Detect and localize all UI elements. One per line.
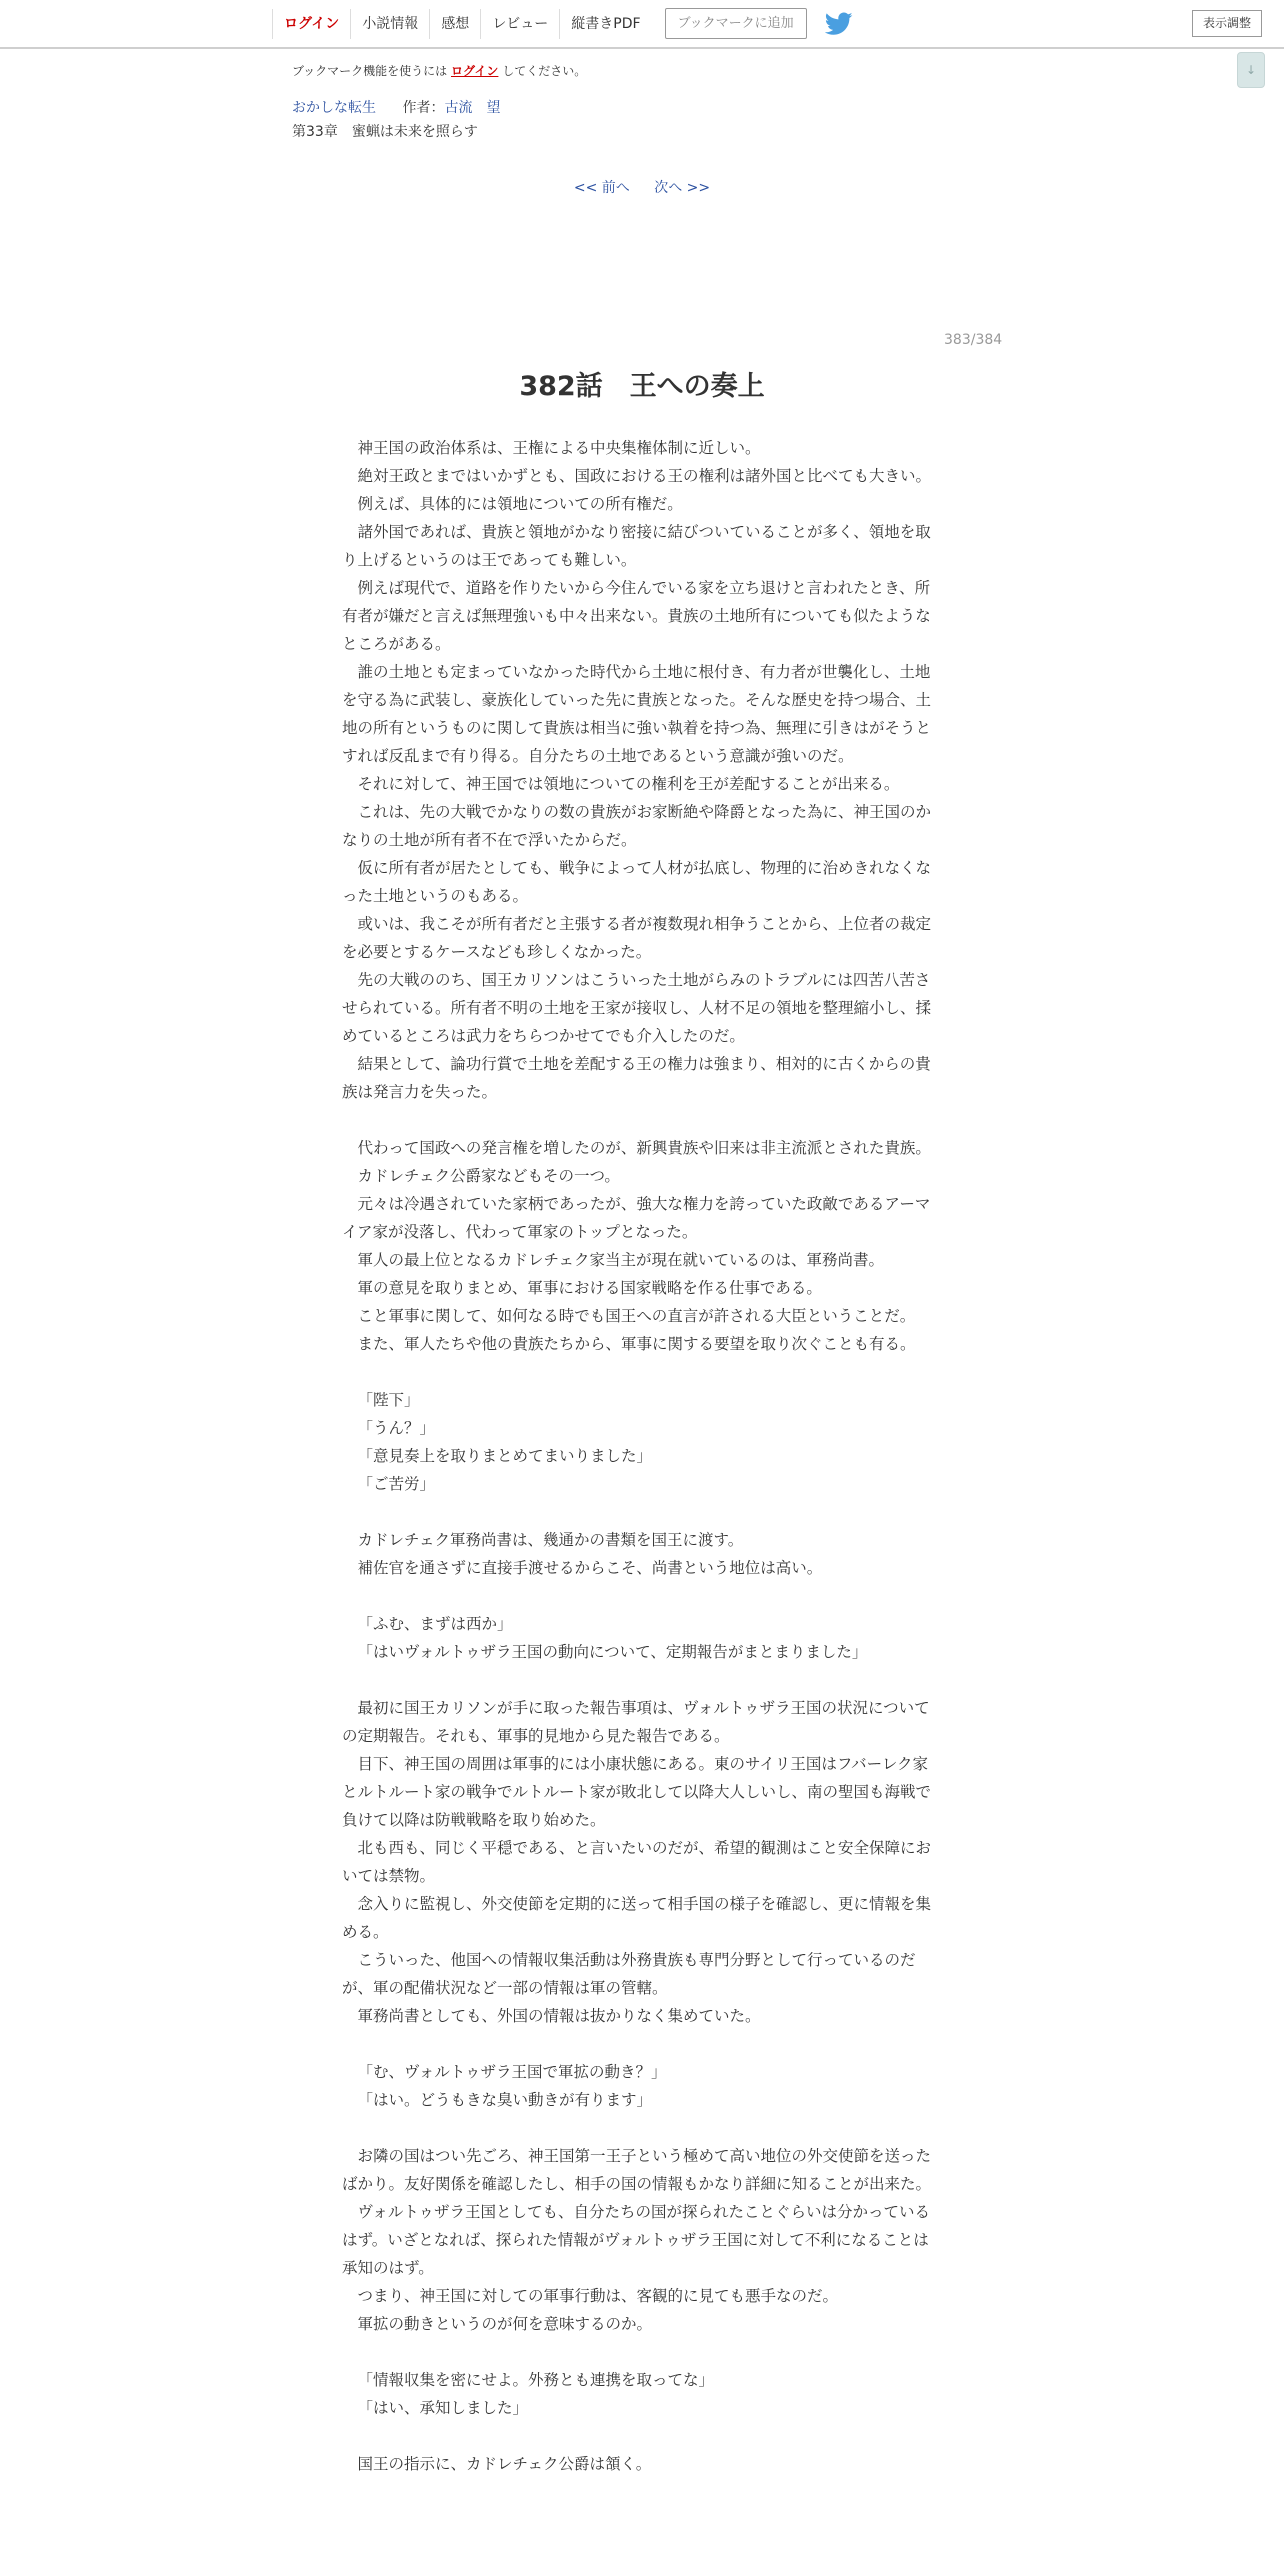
blank-line [342,2422,942,2450]
add-bookmark-button[interactable]: ブックマークに追加 [665,8,807,39]
novel-paragraph: 「む、ヴォルトゥザラ王国で軍拡の動き？」 [357,2063,667,2081]
novel-paragraph: 先の大戦ののち、国王カリソンはこういった土地がらみのトラブルには四苦八苦させられている。所有者不明の土地を王家が接収し、人材不足の領地を整理縮小し、揉めているところは武力をちらつかせてでも介入したのだ。 [342,971,932,1045]
blank-line [342,2114,942,2142]
novel-paragraph: 結果として、論功行賞で土地を差配する王の権力は強まり、相対的に古くからの貴族は発言力を失った。 [342,1055,931,1101]
novel-paragraph: 念入りに監視し、外交使節を定期的に送って相手国の様子を確認し、更に情報を集める。 [342,1895,932,1941]
scroll-down-button[interactable]: ↓ [1237,52,1265,88]
novel-paragraph: 軍の意見を取りまとめ、軍事における国家戦略を作る仕事である。 [357,1279,822,1297]
nav-vertical-pdf[interactable]: 縦書きPDF [559,9,651,39]
novel-paragraph: 最初に国王カリソンが手に取った報告事項は、ヴォルトゥザラ王国の状況についての定期報告。それも、軍事的見地から見た報告である。 [342,1699,930,1745]
novel-paragraph: 「意見奏上を取りまとめてまいりました」 [357,1447,653,1465]
prev-link[interactable]: << 前へ [573,180,630,196]
novel-paragraph: 目下、神王国の周囲は軍事的には小康状態にある。東のサイリ王国はフバーレク家とルトルート家の戦争でルトルート家が敗北して以降大人しいし、南の聖国も海戦で負けて以降は防戦戦略を取り始めた。 [342,1755,932,1829]
blank-line [342,1498,942,1526]
blank-line [342,1582,942,1610]
display-settings-button[interactable]: 表示調整 [1192,10,1262,37]
novel-paragraph: 例えば現代で、道路を作りたいから今住んでいる家を立ち退けと言われたとき、所有者が嫌だと言えば無理強いも中々出来ない。貴族の土地所有についても似たようなところがある。 [342,579,931,653]
chapter-title: 第33章 蜜蝋は未来を照らす [292,124,478,140]
novel-paragraph: 軍務尚書としても、外国の情報は抜かりなく集めていた。 [357,2007,761,2025]
novel-paragraph: 「はいヴォルトゥザラ王国の動向について、定期報告がまとまりました」 [357,1643,868,1661]
nav-review[interactable]: レビュー [480,9,559,39]
blank-line [342,1358,942,1386]
novel-paragraph: つまり、神王国に対しての軍事行動は、客観的に見ても悪手なのだ。 [357,2287,839,2305]
bookmark-notice [292,62,586,79]
novel-paragraph: 軍人の最上位となるカドレチェク家当主が現在就いているのは、軍務尚書。 [357,1251,885,1269]
novel-paragraph: それに対して、神王国では領地についての権利を王が差配することが出来る。 [357,775,900,793]
nav-bar [272,0,853,47]
novel-paragraph: 代わって国政への発言権を増したのが、新興貴族や旧来は非主流派とされた貴族。 [357,1139,931,1157]
author-link[interactable]: 古流 望 [444,100,501,116]
novel-paragraph: 仮に所有者が居たとしても、戦争によって人材が払底し、物理的に治めきれなくなった土地というのもある。 [342,859,932,905]
blank-line [342,2338,942,2366]
novel-paragraph: こういった、他国への情報収集活動は外務貴族も専門分野として行っているのだが、軍の配備状況など一部の情報は軍の管轄。 [342,1951,916,1997]
novel-body [342,434,942,2478]
novel-paragraph: 元々は冷遇されていた家柄であったが、強大な権力を誇っていた政敵であるアーマイア家が没落し、代わって軍家のトップとなった。 [342,1195,931,1241]
novel-paragraph: 「はい。どうもきな臭い動きが有ります」 [357,2091,653,2109]
notice-suffix: してください。 [502,64,587,78]
series-info [292,97,500,117]
episode-title: 382話 王への奏上 [519,371,765,402]
top-header [0,0,1284,49]
novel-paragraph: 或いは、我こそが所有者だと主張する者が複数現れ相争うことから、上位者の裁定を必要とするケースなども珍しくなかった。 [342,915,932,961]
novel-paragraph: これは、先の大戦でかなりの数の貴族がお家断絶や降爵となった為に、神王国のかなりの土地が所有者不在で浮いたからだ。 [342,803,932,849]
novel-paragraph: 諸外国であれば、貴族と領地がかなり密接に結びついていることが多く、領地を取り上げるというのは王であっても難しい。 [342,523,931,569]
notice-login-link[interactable]: ログイン [451,64,499,78]
nav-login[interactable]: ログイン [272,9,350,39]
episode-count: 383/384 [944,332,1003,348]
nav-impressions[interactable]: 感想 [429,9,480,39]
novel-paragraph: 誰の土地とも定まっていなかった時代から土地に根付き、有力者が世襲化し、土地を守る為に武装し、豪族化していった先に貴族となった。そんな歴史を持つ場合、土地の所有というものに関して貴族は相当に強い執着を持つ為、無理に引きはがそうとすれば反乱まで有り得る。自分たちの土地であるという意識が強いのだ。 [342,663,932,765]
twitter-icon[interactable] [825,12,853,36]
blank-line [342,1666,942,1694]
novel-paragraph: 例えば、具体的には領地についての所有権だ。 [357,495,683,513]
novel-paragraph: 補佐官を通さずに直接手渡せるからこそ、尚書という地位は高い。 [357,1559,823,1577]
blank-line [342,2030,942,2058]
next-link[interactable]: 次へ >> [654,180,711,196]
novel-paragraph: また、軍人たちや他の貴族たちから、軍事に関する要望を取り次ぐことも有る。 [357,1335,916,1353]
novel-paragraph: 「ご苦労」 [357,1475,436,1493]
novel-paragraph: こと軍事に関して、如何なる時でも国王への直言が許される大臣ということだ。 [357,1307,916,1325]
novel-paragraph: 「うん？」 [357,1419,436,1437]
novel-paragraph: ヴォルトゥザラ王国としても、自分たちの国が探られたことぐらいは分かっているはず。いざとなれば、探られた情報がヴォルトゥザラ王国に対して不利になることは承知のはず。 [342,2203,930,2277]
pager [0,177,1284,197]
novel-paragraph: 「情報収集を密にせよ。外務とも連携を取ってな」 [357,2371,715,2389]
novel-paragraph: お隣の国はつい先ごろ、神王国第一王子という極めて高い地位の外交使節を送ったばかり。友好関係を確認したし、相手の国の情報もかなり詳細に知ることが出来た。 [342,2147,932,2193]
notice-prefix: ブックマーク機能を使うには [292,64,448,78]
author-label: 作者： [402,100,445,116]
novel-paragraph: 軍拡の動きというのが何を意味するのか。 [357,2315,653,2333]
blank-line [342,1106,942,1134]
novel-paragraph: 「はい、承知しました」 [357,2399,529,2417]
novel-paragraph: 「ふむ、まずは西か」 [357,1615,513,1633]
novel-title-link[interactable]: おかしな転生 [292,100,376,116]
nav-novel-info[interactable]: 小説情報 [350,9,429,39]
novel-paragraph: 神王国の政治体系は、王権による中央集権体制に近しい。 [357,439,761,457]
novel-paragraph: 「陛下」 [357,1391,420,1409]
novel-paragraph: カドレチェク公爵家などもその一つ。 [357,1167,620,1185]
novel-paragraph: カドレチェク軍務尚書は、幾通かの書類を国王に渡す。 [357,1531,744,1549]
novel-paragraph: 北も西も、同じく平穏である、と言いたいのだが、希望的観測はこと安全保障においては禁物。 [342,1839,932,1885]
novel-paragraph: 絶対王政とまではいかずとも、国政における王の権利は諸外国と比べても大きい。 [357,467,932,485]
novel-paragraph: 国王の指示に、カドレチェク公爵は頷く。 [357,2455,652,2473]
